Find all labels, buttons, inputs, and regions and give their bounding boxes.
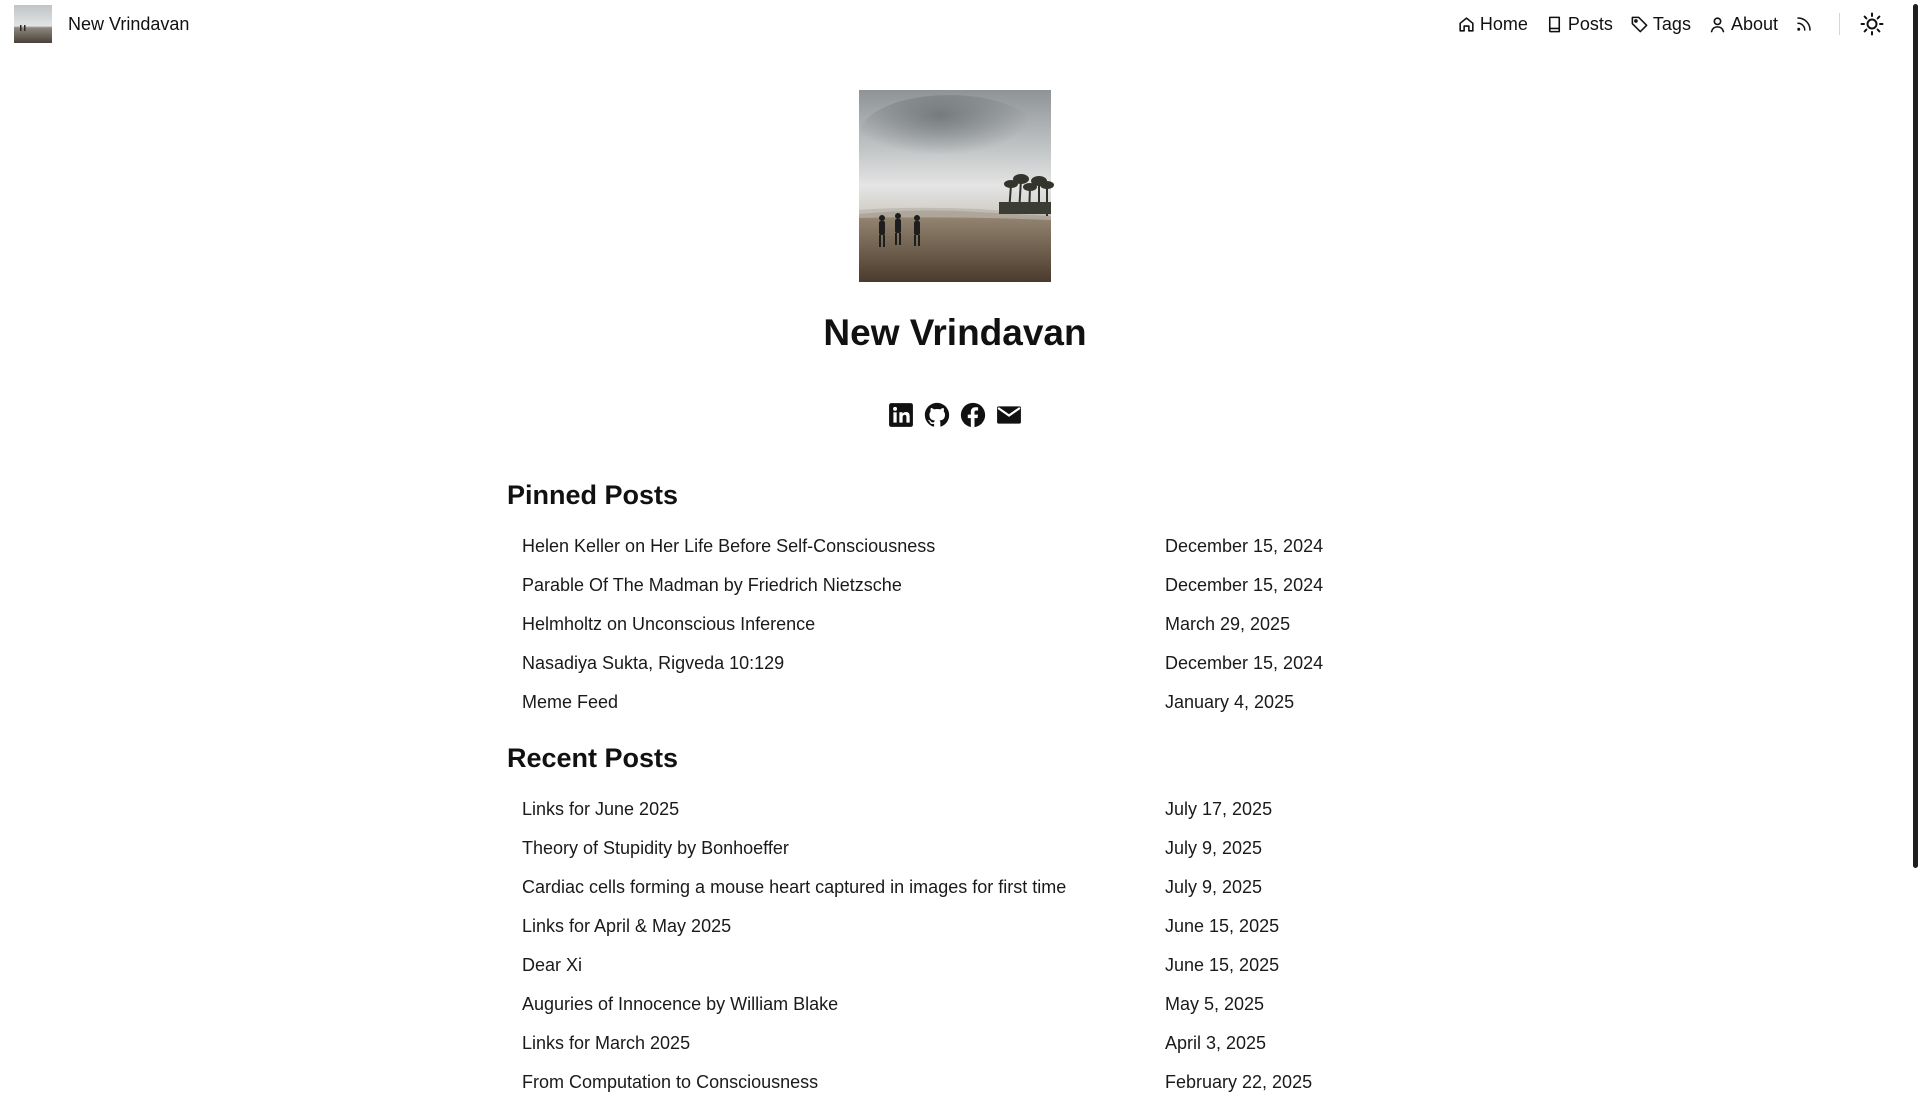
home-icon xyxy=(1457,15,1476,34)
post-link[interactable]: Nasadiya Sukta, Rigveda 10:129 xyxy=(522,653,785,673)
linkedin-link[interactable] xyxy=(888,402,914,428)
list-item xyxy=(522,651,1322,690)
sun-icon xyxy=(1860,12,1884,36)
book-icon xyxy=(1545,15,1564,34)
list-item xyxy=(522,875,1322,914)
site-header xyxy=(0,0,1920,50)
rss-link[interactable] xyxy=(1795,15,1813,33)
facebook-icon xyxy=(960,402,986,428)
post-date: April 3, 2025 xyxy=(1165,1033,1267,1053)
post-date: January 4, 2025 xyxy=(1165,692,1295,712)
nav-tags-label: Tags xyxy=(1652,13,1691,34)
site-brand[interactable] xyxy=(14,5,189,43)
nav-posts[interactable] xyxy=(1545,14,1613,35)
list-item xyxy=(522,836,1322,875)
nav-tags[interactable] xyxy=(1630,14,1691,35)
post-date: December 15, 2024 xyxy=(1165,653,1324,673)
post-link[interactable]: Helen Keller on Her Life Before Self-Consciousness xyxy=(522,536,936,556)
post-link[interactable]: Links for March 2025 xyxy=(522,1033,691,1053)
github-link[interactable] xyxy=(924,402,950,428)
social-links xyxy=(0,402,1910,428)
list-item xyxy=(522,992,1322,1031)
tag-icon xyxy=(1630,15,1649,34)
nav-divider xyxy=(1839,13,1840,35)
list-item xyxy=(522,1070,1322,1109)
post-date: July 9, 2025 xyxy=(1165,877,1263,897)
user-icon xyxy=(1708,15,1727,34)
rss-icon xyxy=(1795,15,1813,33)
post-date: June 15, 2025 xyxy=(1165,955,1280,975)
profile-name: New Vrindavan xyxy=(823,312,1087,353)
site-logo-avatar[interactable] xyxy=(14,5,52,43)
list-item xyxy=(522,1031,1322,1070)
post-link[interactable]: Parable Of The Madman by Friedrich Nietzsche xyxy=(522,575,902,595)
post-link[interactable]: Links for June 2025 xyxy=(522,799,680,819)
list-item xyxy=(522,953,1322,992)
list-item xyxy=(522,914,1322,953)
pinned-posts-list xyxy=(522,534,1322,729)
recent-posts-list xyxy=(522,797,1322,1109)
email-icon xyxy=(996,402,1022,428)
site-title[interactable]: New Vrindavan xyxy=(68,13,190,34)
scrollbar-track[interactable] xyxy=(1910,0,1920,1080)
list-item xyxy=(522,573,1322,612)
post-date: December 15, 2024 xyxy=(1165,575,1324,595)
post-date: June 15, 2025 xyxy=(1165,916,1280,936)
post-date: July 9, 2025 xyxy=(1165,838,1263,858)
nav-home-label: Home xyxy=(1479,13,1528,34)
post-link[interactable]: Meme Feed xyxy=(522,692,619,712)
post-link[interactable]: Links for April & May 2025 xyxy=(522,916,732,936)
post-link[interactable]: Theory of Stupidity by Bonhoeffer xyxy=(522,838,789,858)
nav-home[interactable] xyxy=(1457,14,1528,35)
github-icon xyxy=(924,402,950,428)
pinned-posts-heading: Pinned Posts xyxy=(507,480,679,510)
post-date: July 17, 2025 xyxy=(1165,799,1273,819)
nav-posts-label: Posts xyxy=(1567,13,1613,34)
list-item xyxy=(522,797,1322,836)
post-date: March 29, 2025 xyxy=(1165,614,1291,634)
post-date: February 22, 2025 xyxy=(1165,1072,1313,1092)
nav-about-label: About xyxy=(1730,13,1778,34)
list-item xyxy=(522,612,1322,651)
post-date: December 15, 2024 xyxy=(1165,536,1324,556)
post-link[interactable]: Cardiac cells forming a mouse heart captured in images for first time xyxy=(522,877,1067,897)
post-link[interactable]: Helmholtz on Unconscious Inference xyxy=(522,614,816,634)
linkedin-icon xyxy=(888,402,914,428)
post-link[interactable]: Auguries of Innocence by William Blake xyxy=(522,994,839,1014)
list-item xyxy=(522,690,1322,729)
profile-avatar xyxy=(859,90,1051,282)
recent-posts-heading: Recent Posts xyxy=(507,743,679,773)
theme-toggle-button[interactable] xyxy=(1860,12,1884,36)
email-link[interactable] xyxy=(996,402,1022,428)
post-link[interactable]: Dear Xi xyxy=(522,955,583,975)
post-date: May 5, 2025 xyxy=(1165,994,1265,1014)
main-nav xyxy=(1440,0,1884,48)
post-link[interactable]: From Computation to Consciousness xyxy=(522,1072,819,1092)
nav-about[interactable] xyxy=(1708,14,1778,35)
list-item xyxy=(522,534,1322,573)
scrollbar-thumb[interactable] xyxy=(1913,4,1918,868)
facebook-link[interactable] xyxy=(960,402,986,428)
